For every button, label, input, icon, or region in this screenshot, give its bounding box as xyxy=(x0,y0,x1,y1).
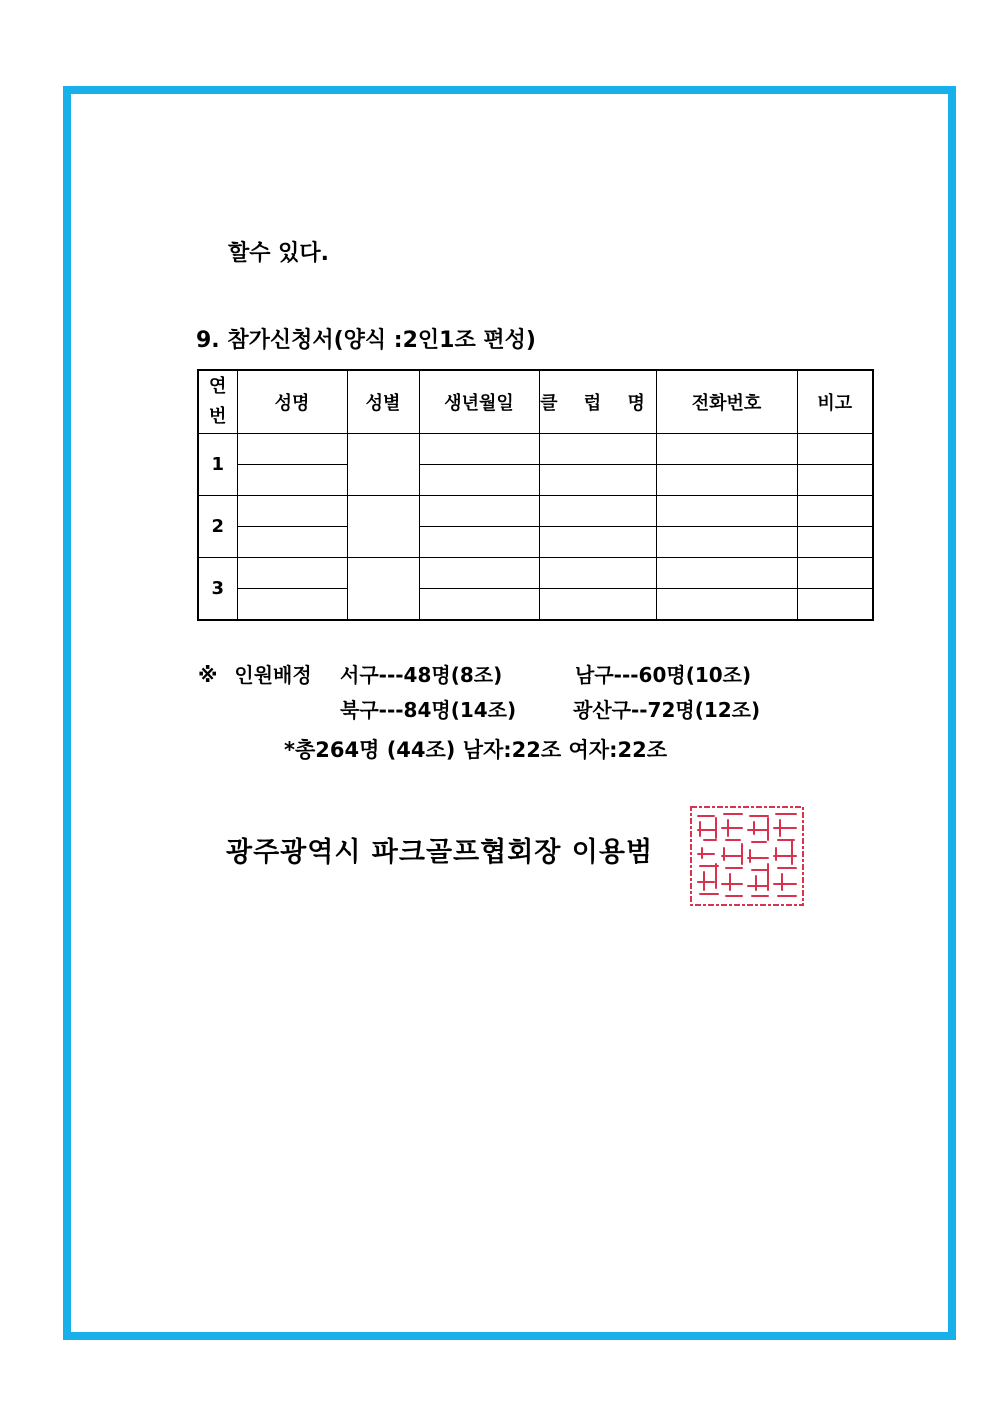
header-phone: 전화번호 xyxy=(656,370,797,434)
row-number: 1 xyxy=(198,434,237,496)
allocation-gwangsan: 광산구--72명(12조) xyxy=(573,698,761,722)
birth-cell[interactable] xyxy=(419,434,539,465)
table-row xyxy=(198,434,873,465)
section-title: 9. 참가신청서(양식 :2인1조 편성) xyxy=(196,328,536,353)
header-birth: 생년월일 xyxy=(419,370,539,434)
name-cell[interactable] xyxy=(237,434,347,465)
club-cell[interactable] xyxy=(539,558,656,589)
header-number-line2: 번 xyxy=(209,406,227,427)
phone-cell[interactable] xyxy=(656,465,797,496)
name-cell[interactable] xyxy=(237,558,347,589)
signature-line: 광주광역시 파크골프협회장 이용범 xyxy=(226,837,654,868)
club-cell[interactable] xyxy=(539,496,656,527)
header-number-line1: 연 xyxy=(209,376,227,397)
note-cell[interactable] xyxy=(797,589,873,621)
club-cell[interactable] xyxy=(539,434,656,465)
row-number: 3 xyxy=(198,558,237,621)
table-row xyxy=(198,465,873,496)
intro-text: 할수 있다. xyxy=(228,241,330,266)
reference-mark: ※ xyxy=(198,663,218,687)
birth-cell[interactable] xyxy=(419,558,539,589)
allocation-buk: 북구---84명(14조) xyxy=(340,698,517,722)
note-cell[interactable] xyxy=(797,465,873,496)
club-cell[interactable] xyxy=(539,527,656,558)
birth-cell[interactable] xyxy=(419,465,539,496)
allocation-seo: 서구---48명(8조) xyxy=(340,663,503,687)
gender-cell[interactable] xyxy=(347,434,419,496)
club-cell[interactable] xyxy=(539,465,656,496)
header-number xyxy=(198,370,237,434)
birth-cell[interactable] xyxy=(419,496,539,527)
header-note: 비고 xyxy=(797,370,873,434)
note-cell[interactable] xyxy=(797,527,873,558)
application-form-table xyxy=(197,369,874,621)
birth-cell[interactable] xyxy=(419,589,539,621)
note-cell[interactable] xyxy=(797,434,873,465)
name-cell[interactable] xyxy=(237,465,347,496)
allocation-nam: 남구---60명(10조) xyxy=(575,663,752,687)
table-row xyxy=(198,558,873,589)
name-cell[interactable] xyxy=(237,589,347,621)
table-row xyxy=(198,496,873,527)
club-cell[interactable] xyxy=(539,589,656,621)
name-cell[interactable] xyxy=(237,527,347,558)
note-cell[interactable] xyxy=(797,496,873,527)
phone-cell[interactable] xyxy=(656,496,797,527)
phone-cell[interactable] xyxy=(656,527,797,558)
official-seal-icon xyxy=(688,804,806,908)
phone-cell[interactable] xyxy=(656,589,797,621)
header-name: 성명 xyxy=(237,370,347,434)
table-header-row xyxy=(198,370,873,434)
row-number: 2 xyxy=(198,496,237,558)
gender-cell[interactable] xyxy=(347,496,419,558)
table-row xyxy=(198,589,873,621)
header-gender: 성별 xyxy=(347,370,419,434)
allocation-total: *총264명 (44조) 남자:22조 여자:22조 xyxy=(284,738,667,762)
gender-cell[interactable] xyxy=(347,558,419,621)
phone-cell[interactable] xyxy=(656,434,797,465)
note-cell[interactable] xyxy=(797,558,873,589)
allocation-label: 인원배정 xyxy=(234,663,312,687)
name-cell[interactable] xyxy=(237,496,347,527)
birth-cell[interactable] xyxy=(419,527,539,558)
phone-cell[interactable] xyxy=(656,558,797,589)
table-row xyxy=(198,527,873,558)
header-club: 클 럽 명 xyxy=(539,370,656,434)
allocation-label-line xyxy=(198,659,312,688)
